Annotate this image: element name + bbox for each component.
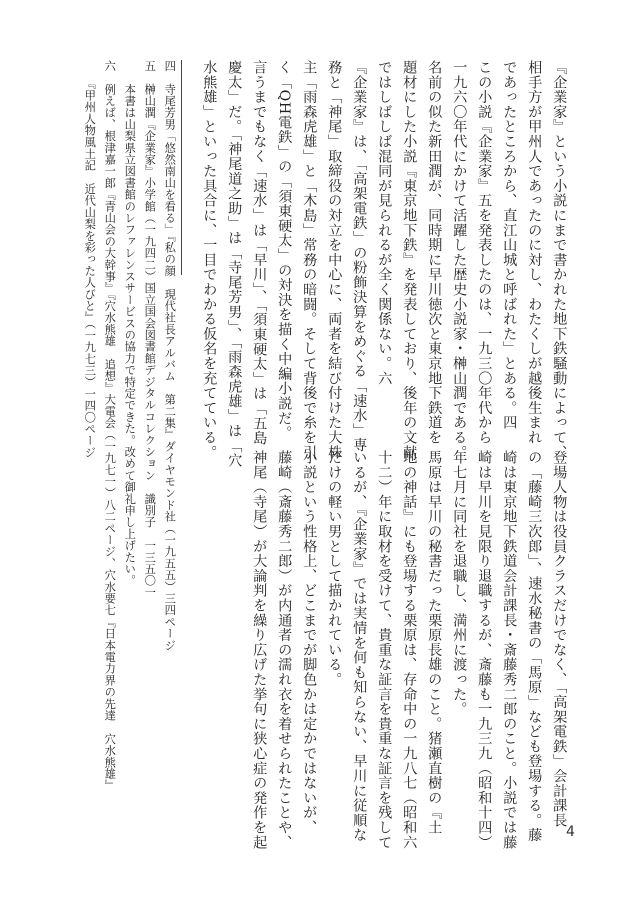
upper-column-4: この小説『企業家』五を発表したのは、一九三〇年代から [476, 60, 493, 445]
lower-column-3: 崎は東京地下鉄道会計課長・斎藤秀二郎のこと。小説では藤 [501, 450, 518, 850]
upper-column-14: 慶太」だ。「神尾道之助」は「寺尾芳男」、「雨森虎雄」は「穴 [226, 60, 243, 468]
lower-column-7: 地の神話』にも登場する栗原は、存命中の一九八七（昭和六 [401, 450, 418, 850]
lower-column-6: 馬原は早川の秘書だった栗原長雄のこと。猪瀬直樹の『土 [426, 450, 443, 835]
upper-column-7: 題材にした小説『東京地下鉄』を発表しており、後年の文献 [401, 60, 418, 460]
lower-column-5: 年七月に同社を退職し、満州に渡った。 [451, 450, 468, 717]
upper-column-1: 『企業家』という小説にまで書かれた地下鉄騒動によって、 [551, 60, 568, 460]
upper-column-11: 主「雨森虎雄」と「木島」常務の暗闘。そして背後で糸を引 [301, 60, 318, 460]
upper-column-15: 水熊雄」といった具合に、一目でわかる仮名を充てている。 [201, 60, 218, 460]
footnote-6: 六 例えば、根津嘉一郎『青山会の大幹事』『穴水熊雄 追想』大電会（一九七一）八二ページ、穴水要七『日本電力界の先達 穴水熊雄』 [103, 60, 117, 792]
lower-column-1: 登場人物は役員クラスだけでなく、「高架電鉄」会計課長 [551, 450, 568, 828]
lower-column-12: 藤崎（斎藤秀二郎）が内通者の濡れ衣を着せられたことや、 [276, 450, 293, 850]
page-number: 4 [566, 824, 575, 840]
upper-column-10: 務と「神尾」取締役の対立を中心に、両者を結び付けた大株 [326, 60, 343, 460]
footnote-4: 四 寺尾芳男「悠然南山を看る」『私の顔 現代社長アルバム 第二集』ダイヤモンド社（一九五五）三四ページ [163, 60, 177, 652]
upper-column-5: 一九六〇年代にかけて活躍した歴史小説家・榊山潤である。 [451, 60, 468, 460]
upper-column-12: く「QH電鉄」の「須東硬太」の対決を描く中編小説だ。 [276, 60, 293, 441]
footnote-divider [181, 60, 182, 275]
lower-column-4: 崎は早川を見限り退職するが、斎藤も一九三九（昭和十四） [476, 450, 493, 850]
lower-column-13: 神尾（寺尾）が大論判を繰り広げた挙句に狭心症の発作を起 [251, 450, 268, 850]
lower-column-2: の「藤崎三次郎」、速水秘書の「馬原」なども登場する。藤 [526, 450, 543, 843]
footnote-5-continued: 本書は山梨県立図書館のレファレンスサービスの協力で特定できた。改めて御礼申し上げたい。 [123, 60, 137, 587]
upper-column-6: 名前の似た新田潤が、同時期に早川徳次と東京地下鉄道を [426, 60, 443, 445]
upper-column-8: ではしばしば混同が見られるが全く関係ない。六 [376, 60, 393, 386]
upper-column-13: 言うまでもなく「速水」は「早川」、「須東硬太」は「五島 [251, 60, 268, 446]
lower-column-8: 十二）年に取材を受けて、貴重な証言を貴重な証言を残して [376, 450, 393, 850]
lower-column-11: 小説という性格上、どこまでが脚色かは定かではないが、 [301, 450, 318, 835]
lower-column-9: いるが、『企業家』では実情を何も知らない、早川に従順な [351, 450, 368, 843]
upper-column-9: 『企業家』は、「高架電鉄」の粉飾決算をめぐる「速水」専 [351, 60, 368, 453]
upper-column-2: 相手方が甲州人であったのに対し、わたくしが越後生まれ [526, 60, 543, 445]
upper-column-3: であったところから、直江山城と呼ばれた」とある。四 [501, 60, 518, 430]
footnote-5: 五 榊山潤『企業家』小学館（一九四二）国立国会図書館デジタルコレクション 識別子 一三五〇一 [143, 60, 157, 599]
footnote-6-continued: 『甲州人物風土記 近代山梨を彩った人びと』（一九七三）一四〇ページ [83, 60, 97, 459]
lower-column-10: だけの軽い男として描かれている。 [326, 450, 343, 687]
